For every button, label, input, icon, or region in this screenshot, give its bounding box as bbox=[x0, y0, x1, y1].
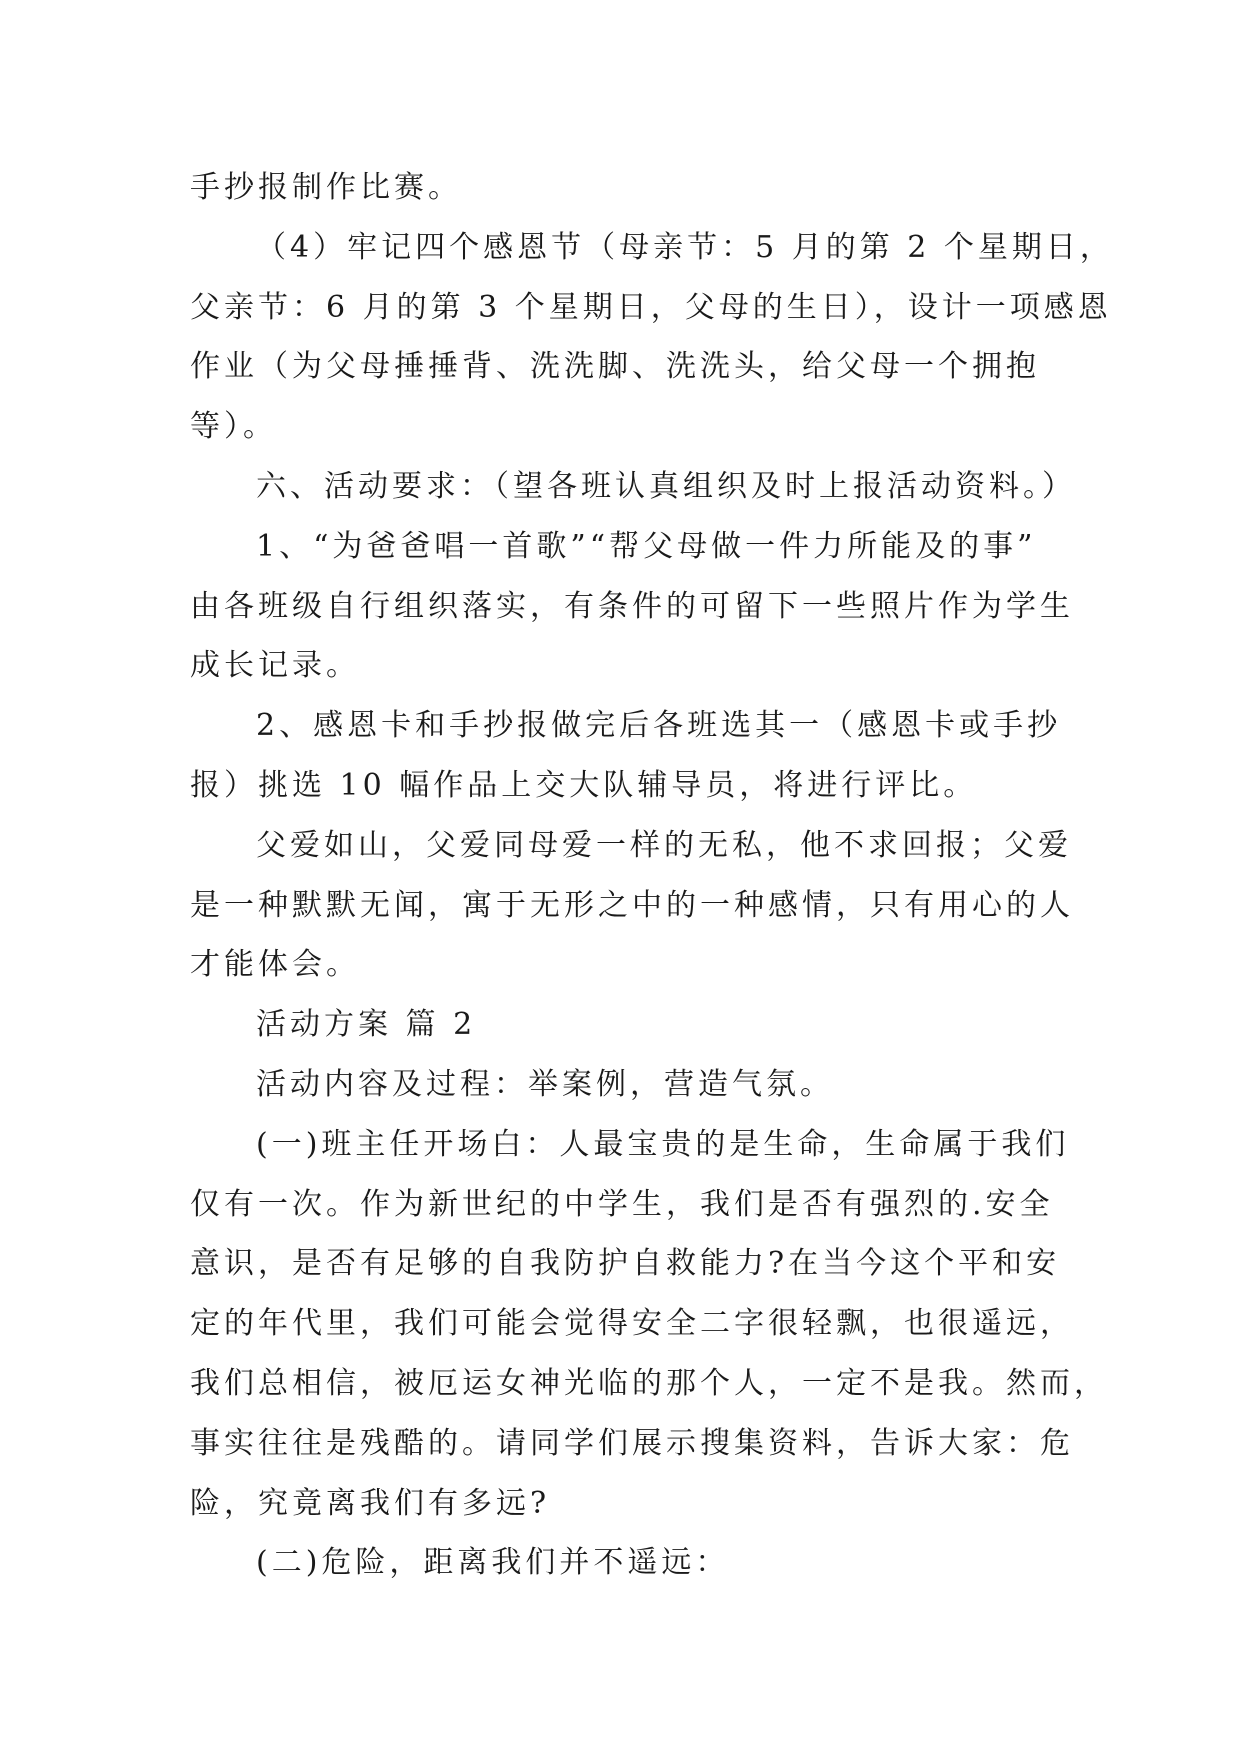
text-line: 成长记录。 bbox=[190, 648, 360, 683]
text-line: 由各班级自行组织落实，有条件的可留下一些照片作为学生 bbox=[190, 589, 1074, 624]
text-line: 事实往往是残酷的。请同学们展示搜集资料，告诉大家：危 bbox=[190, 1426, 1074, 1461]
text-line: 1、“为爸爸唱一首歌”“帮父母做一件力所能及的事” bbox=[256, 529, 1037, 564]
text-line: 作业（为父母捶捶背、洗洗脚、洗洗头，给父母一个拥抱 bbox=[190, 349, 1040, 384]
text-line: 父爱如山，父爱同母爱一样的无私，他不求回报；父爱 bbox=[256, 828, 1072, 863]
section-heading: 六、活动要求：（望各班认真组织及时上报活动资料。） bbox=[256, 469, 1076, 504]
text-line: 2、感恩卡和手抄报做完后各班选其一（感恩卡或手抄 bbox=[256, 708, 1062, 743]
text-line: （4）牢记四个感恩节（母亲节：5 月的第 2 个星期日， bbox=[256, 230, 1114, 265]
text-line: 等）。 bbox=[190, 409, 277, 444]
text-line: (二)危险，距离我们并不遥远： bbox=[256, 1545, 730, 1580]
text-line: 险，究竟离我们有多远? bbox=[190, 1486, 551, 1521]
text-line: 报）挑选 10 幅作品上交大队辅导员，将进行评比。 bbox=[190, 768, 978, 803]
section-heading: 活动方案 篇 2 bbox=[256, 1007, 477, 1042]
text-line: (一)班主任开场白：人最宝贵的是生命，生命属于我们 bbox=[256, 1127, 1070, 1162]
text-line: 活动内容及过程：举案例，营造气氛。 bbox=[256, 1067, 834, 1102]
text-line: 手抄报制作比赛。 bbox=[190, 170, 462, 205]
text-line: 父亲节：6 月的第 3 个星期日，父母的生日），设计一项感恩 bbox=[190, 290, 1112, 325]
text-line: 才能体会。 bbox=[190, 947, 360, 982]
text-line: 意识，是否有足够的自我防护自救能力?在当今这个平和安 bbox=[190, 1246, 1061, 1281]
text-line: 定的年代里，我们可能会觉得安全二字很轻飘，也很遥远， bbox=[190, 1306, 1074, 1341]
text-line: 我们总相信，被厄运女神光临的那个人，一定不是我。然而， bbox=[190, 1366, 1108, 1401]
text-line: 是一种默默无闻，寓于无形之中的一种感情，只有用心的人 bbox=[190, 888, 1074, 923]
text-line: 仅有一次。作为新世纪的中学生，我们是否有强烈的.安全 bbox=[190, 1187, 1054, 1222]
